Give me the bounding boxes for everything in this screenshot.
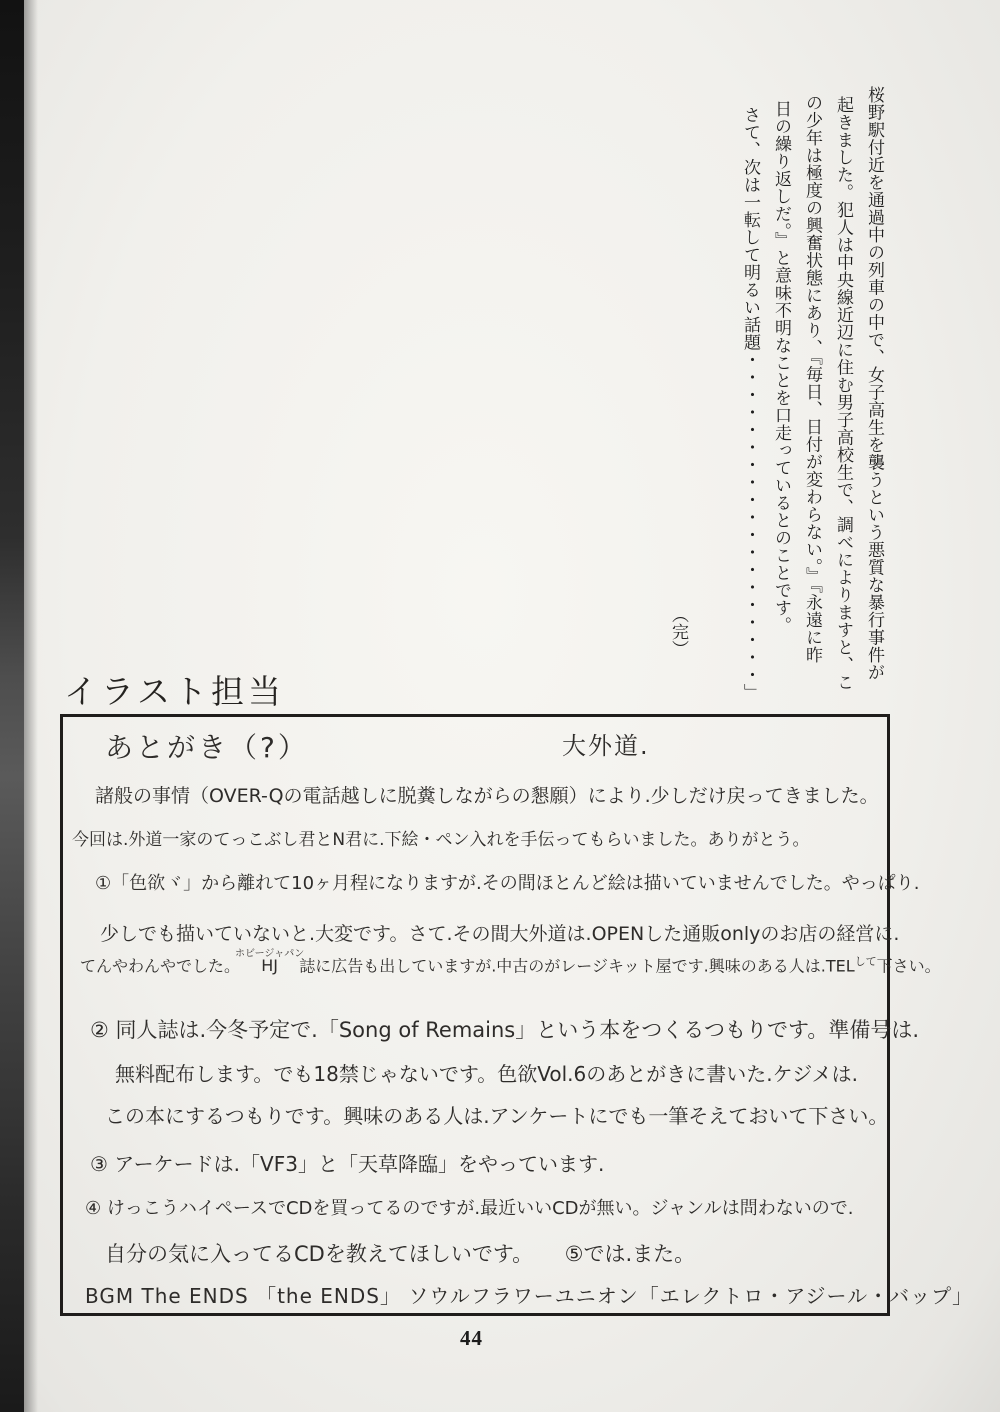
afterword-line: 自分の気に入ってるCDを教えてほしいです。 ⑤では.また。 — [105, 1242, 696, 1266]
story-column: の少年は極度の興奮状態にあり、『毎日、日付が変わらない。』『永遠に昨 — [803, 94, 822, 664]
afterword-line-segment: てんやわんやでした。 — [80, 956, 241, 975]
afterword-line: ② 同人誌は.今冬予定で.「Song of Remains」という本をつくるつもりです。準備号は. — [90, 1018, 920, 1042]
inserted-text: して — [854, 954, 877, 968]
afterword-line: ③ アーケードは.「VF3」と「天草降臨」をやっています. — [90, 1152, 605, 1176]
afterword-line: 少しでも描いていないと.大変です。さて.その間大外道は.OPENした通販onlyのお店の経営に. — [100, 923, 900, 945]
story-column: 日の繰り返しだ。』と意味不明なことを口走っているとのことです。 — [772, 100, 791, 634]
afterword-line-segment: 誌に広告も出していますが.中古のがレージキット屋です.興味のある人は.TEL — [299, 956, 855, 975]
afterword-line: ①「色欲ヾ」から離れて10ヶ月程になりますが.その間ほとんど絵は描いていませんでした。やっぱり. — [95, 873, 920, 894]
hobby-japan-ruby — [235, 948, 305, 975]
afterword-line — [80, 948, 941, 976]
afterword-bgm-line: BGM The ENDS 「the ENDS」 ソウルフラワーユニオン「エレクトロ・アジール・バップ」 — [85, 1284, 974, 1308]
story-text-block — [735, 86, 890, 701]
story-column: さて、次は一転して明るい話題・・・・・・・・・・・・・・・・・・・」 — [741, 106, 760, 701]
afterword-line: この本にするつもりです。興味のある人は.アンケートにでも一筆そえておいて下さい。 — [105, 1104, 889, 1128]
afterword-line: 無料配布します。でも18禁じゃないです。色欲Vol.6のあとがきに書いた.ケジメは. — [115, 1062, 858, 1086]
illustration-credit-heading: イラスト担当 — [64, 672, 286, 711]
afterword-author-name: 大外道. — [562, 732, 650, 760]
afterword-title: あとがき（?） — [105, 731, 309, 764]
afterword-line-segment: 下さい。 — [876, 956, 941, 975]
hj-abbreviation: HJ — [235, 956, 305, 975]
story-column: 起きました。犯人は中央線近辺に住む男子高校生で、調べによりますと、こ — [834, 96, 853, 691]
story-end-mark: （完） — [669, 606, 688, 657]
afterword-line: 諸般の事情（OVER-Qの電話越しに脱糞しながらの懇願）により.少しだけ戻ってきました。 — [95, 785, 879, 807]
afterword-line: 今回は.外道一家のてっこぶし君とN君に.下絵・ペン入れを手伝ってもらいました。ありがとう。 — [72, 830, 810, 850]
hj-ruby-text: ホビージャパン — [235, 948, 305, 959]
page-number: 44 — [460, 1326, 483, 1350]
story-column: 桜野駅付近を通過中の列車の中で、女子高生を襲うという悪質な暴行事件が — [865, 86, 884, 681]
scan-edge-strip — [0, 0, 24, 1412]
afterword-line: ④ けっこうハイペースでCDを買ってるのですが.最近いいCDが無い。ジャンルは問わないので. — [85, 1198, 854, 1219]
